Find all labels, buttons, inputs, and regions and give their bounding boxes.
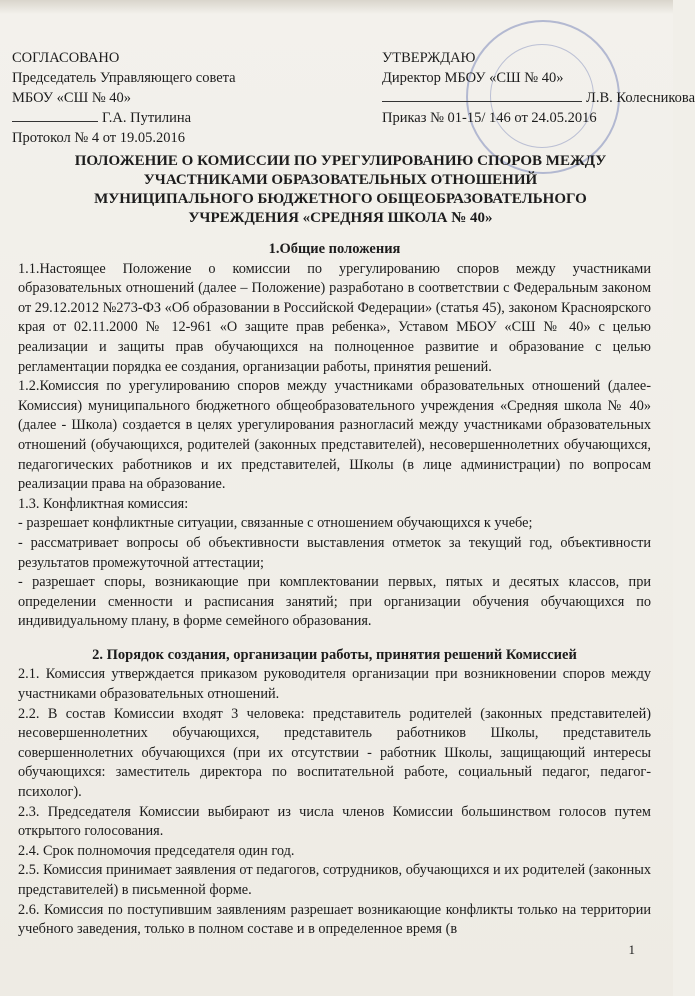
- signature-line: [382, 89, 582, 102]
- paragraph: 2.1. Комиссия утверждается приказом руководителя организации при возникновении споров между участниками образовательных отношений.: [18, 666, 651, 703]
- list-item: - разрешает споры, возникающие при комплектовании первых, пятых и десятых классов, при определении сменности и расписания занятий; при организации обучения обучающихся по индивидуальному плану, в форме семейного образования.: [18, 574, 651, 630]
- agreed-protocol: Протокол № 4 от 19.05.2016: [12, 130, 186, 146]
- paragraph: 2.4. Срок полномочия председателя один год.: [18, 842, 295, 859]
- title-line: МУНИЦИПАЛЬНОГО БЮДЖЕТНОГО ОБЩЕОБРАЗОВАТЕЛЬНОГО: [94, 191, 587, 207]
- agreed-block: [12, 48, 312, 148]
- approved-position: Директор МБОУ «СШ № 40»: [382, 70, 564, 86]
- agreed-label: СОГЛАСОВАНО: [12, 50, 120, 66]
- paragraph: 1.2.Комиссия по урегулированию споров между участниками образовательных отношений (далее-Комиссия) муниципального бюджетного общеобразовательного учреждения «Средняя школа № 40» (далее - Школа) создается в целях урегулирования разногласий между участниками образовательных отношений (обучающихся, родителей (законных представителей), несовершеннолетних обучающихся, педагогических работников и их представителей, Школы (в лице администрации) по вопросам реализации права на образование.: [18, 378, 651, 493]
- title-line: УЧРЕЖДЕНИЯ «СРЕДНЯЯ ШКОЛА № 40»: [188, 210, 493, 226]
- paragraph: 2.3. Председателя Комиссии выбирают из числа членов Комиссии большинством голосов путем открытого голосования.: [18, 803, 651, 840]
- title-line: УЧАСТНИКАМИ ОБРАЗОВАТЕЛЬНЫХ ОТНОШЕНИЙ: [143, 172, 538, 188]
- approved-block: [382, 48, 695, 128]
- page-number: 1: [628, 942, 635, 957]
- approved-signer: Л.В. Колесникова: [586, 90, 695, 106]
- signature-line: [12, 109, 98, 122]
- list-item: - разрешает конфликтные ситуации, связанные с отношением обучающихся к учебе;: [18, 515, 533, 532]
- paragraph: 2.2. В состав Комиссии входят 3 человека: представитель родителей (законных представителей) несовершеннолетних обучающихся, представитель работников Школы, представитель совершеннолетних обучающихся (при их отсутствии - работник Школы, защищающий интересы обучающихся: заместитель директора по воспитательной работе, социальный педагог, педагог-психолог).: [18, 705, 651, 801]
- section-heading: 2. Порядок создания, организации работы, принятия решений Комиссией: [92, 646, 577, 663]
- document-title: [18, 152, 663, 228]
- agreed-signer: Г.А. Путилина: [102, 110, 192, 126]
- approved-order: Приказ № 01-15/ 146 от 24.05.2016: [382, 110, 597, 126]
- paragraph: 1.3. Конфликтная комиссия:: [18, 495, 189, 512]
- paragraph: 2.6. Комиссия по поступившим заявлениям разрешает возникающие конфликты только на территории учебного заведения, только в полном составе и в определенное время (в: [18, 901, 651, 938]
- agreed-position: Председатель Управляющего совета: [12, 70, 236, 86]
- document-body: [18, 240, 651, 940]
- title-line: ПОЛОЖЕНИЕ О КОМИССИИ ПО УРЕГУЛИРОВАНИЮ СПОРОВ МЕЖДУ: [74, 153, 607, 169]
- section-heading: 1.Общие положения: [268, 241, 401, 257]
- paragraph: 1.1.Настоящее Положение о комиссии по урегулированию споров между участниками образовательных отношений (далее – Положение) разработано в соответствии с Федеральным законом от 29.12.2012 №273-ФЗ «Об образовании в Российской Федерации» (статья 45), законом Красноярского края от 02.11.2000 № 12-961 «О защите прав ребенка», Уставом МБОУ «СШ № 40» с целью реализации и защиты прав обучающихся на полноценное развитие и образование с целью регламентации порядка ее создания, организации работы, принятия решений.: [18, 260, 651, 375]
- list-item: - рассматривает вопросы об объективности выставления отметок за текущий год, объективности результатов промежуточной аттестации;: [18, 534, 651, 571]
- approved-label: УТВЕРЖДАЮ: [382, 50, 476, 66]
- paragraph: 2.5. Комиссия принимает заявления от педагогов, сотрудников, обучающихся и их родителей (законных представителей) в письменной форме.: [18, 862, 651, 898]
- scan-edge: [0, 0, 673, 14]
- agreed-org: МБОУ «СШ № 40»: [12, 90, 132, 106]
